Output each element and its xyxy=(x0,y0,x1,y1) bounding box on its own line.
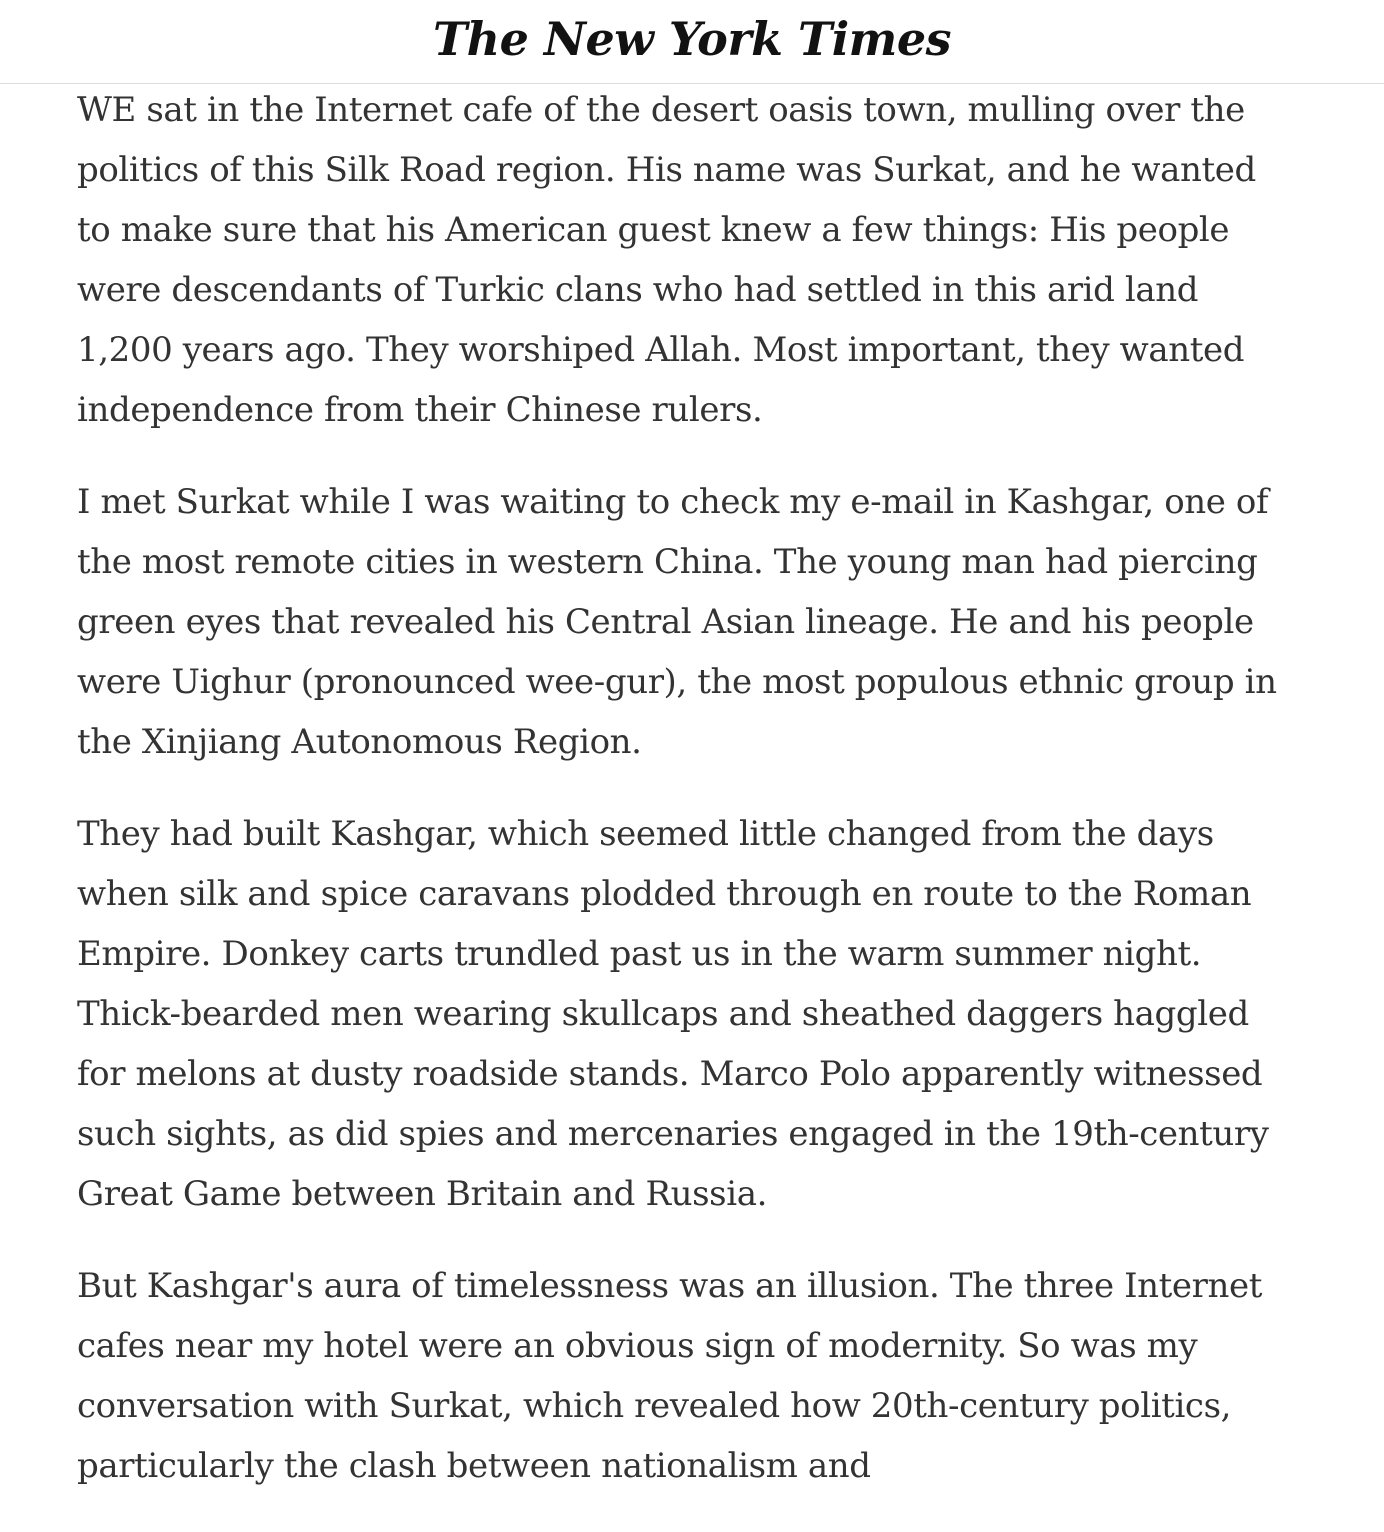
nyt-logo[interactable]: The New York Times xyxy=(432,11,952,66)
article-body xyxy=(77,80,1292,1528)
article-paragraph-2: I met Surkat while I was waiting to check my e-mail in Kashgar, one of the most remote cities in western China. The young man had piercing green eyes that revealed his Central Asian lineage. He and his people were Uighur (pronounced wee-gur), the most populous ethnic group in the Xinjiang Autonomous Region. xyxy=(77,482,1277,762)
masthead xyxy=(0,0,1384,84)
article-paragraph-3: They had built Kashgar, which seemed little changed from the days when silk and spice caravans plodded through en route to the Roman Empire. Donkey carts trundled past us in the warm summer night. Thick-bearded men wearing skullcaps and sheathed daggers haggled for melons at dusty roadside stands. Marco Polo apparently witnessed such sights, as did spies and mercenaries engaged in the 19th-century Great Game between Britain and Russia. xyxy=(77,814,1269,1214)
article-paragraph-1: WE sat in the Internet cafe of the desert oasis town, mulling over the politics of this Silk Road region. His name was Surkat, and he wanted to make sure that his American guest knew a few things: His people were descendants of Turkic clans who had settled in this arid land 1,200 years ago. They worshiped Allah. Most important, they wanted independence from their Chinese rulers. xyxy=(77,90,1256,430)
article-paragraph-4: But Kashgar's aura of timelessness was an illusion. The three Internet cafes near my hotel were an obvious sign of modernity. So was my conversation with Surkat, which revealed how 20th-century politics, particularly the clash between nationalism and xyxy=(77,1266,1262,1486)
